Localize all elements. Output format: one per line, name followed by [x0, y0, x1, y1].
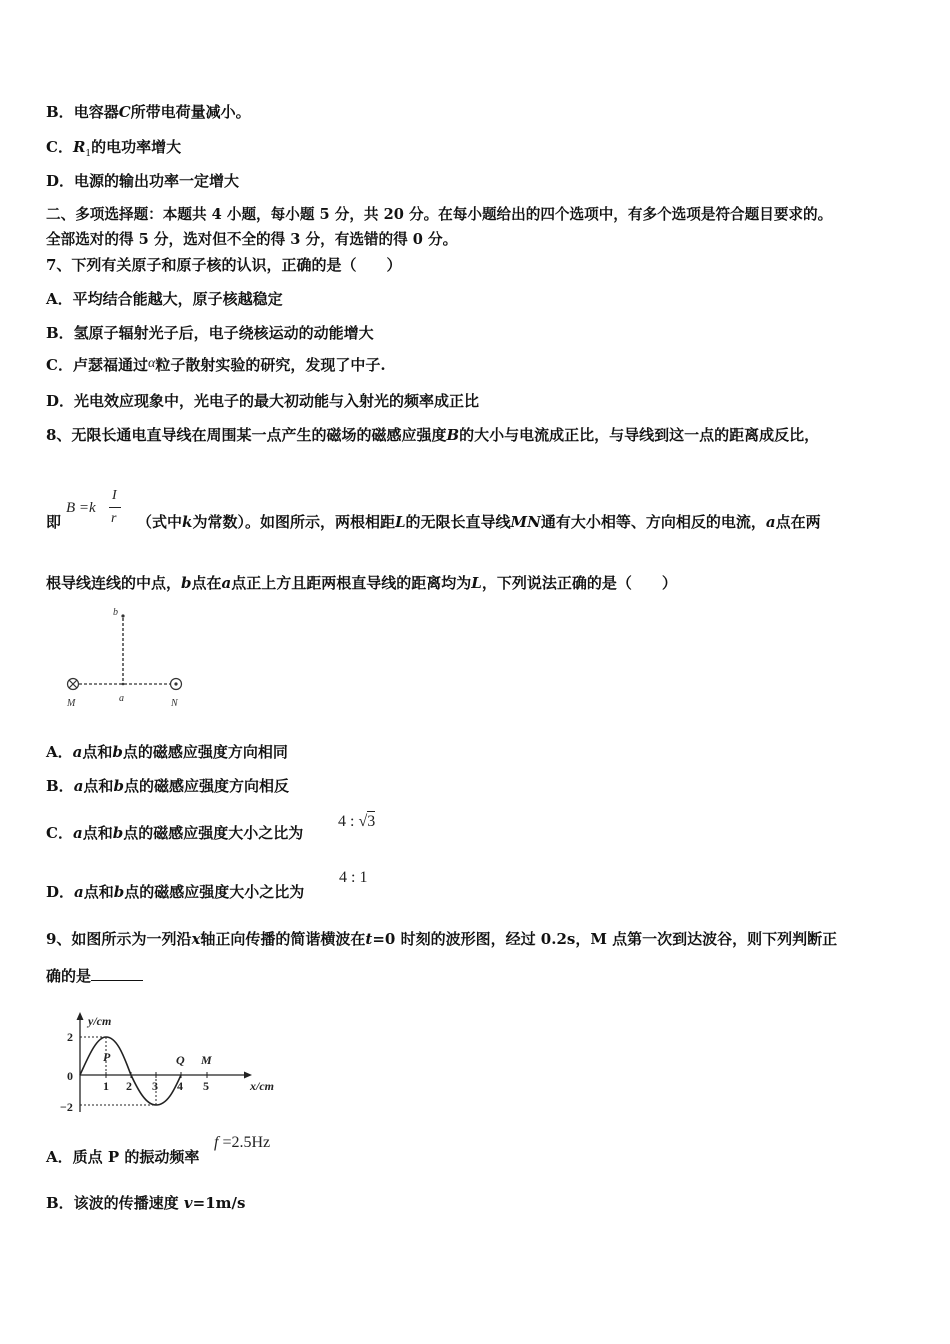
label-q: Q [176, 1053, 185, 1067]
q9-option-a: A．质点 P 的振动频率 [46, 1148, 200, 1166]
label-p: P [103, 1050, 111, 1064]
q8-option-d-ratio: 4 : 1 [339, 869, 368, 886]
q8-option-c: C．a点和b点的磁感应强度大小之比为 [46, 824, 304, 842]
q7-option-b: B．氢原子辐射光子后，电子绕核运动的动能增大 [46, 324, 374, 342]
q6-option-b: B．电容器C所带电荷量减小。 [46, 103, 251, 121]
q8-option-c-ratio: 4 : √3 [338, 813, 376, 830]
y-axis-arrow-icon [77, 1012, 84, 1020]
alpha-symbol: α [147, 356, 156, 371]
x-axis-label: x/cm [250, 1079, 274, 1093]
label-a: a [119, 693, 124, 704]
q9-option-a-formula: f =2.5Hz [214, 1134, 271, 1151]
q9-stem-line1: 9、如图所示为一列沿x轴正向传播的简谐横波在t=0 时刻的波形图，经过 0.2s，M 点第一次到达波谷，则下列判断正 [46, 930, 838, 948]
q8-option-b: B．a点和b点的磁感应强度方向相反 [46, 777, 289, 795]
q7-option-a: A．平均结合能越大，原子核越稳定 [46, 290, 283, 308]
q7-stem: 7、下列有关原子和原子核的认识，正确的是（ ） [46, 256, 402, 274]
wave-curve [80, 1037, 181, 1105]
y-axis-label: y/cm [88, 1014, 112, 1028]
x-tick-5: 5 [203, 1079, 209, 1093]
q8-option-d: D．a点和b点的磁感应强度大小之比为 [46, 883, 305, 901]
fraction-bar [109, 507, 121, 508]
q8-formula: B =k I r [66, 488, 126, 532]
q6-option-d: D．电源的输出功率一定增大 [46, 172, 240, 190]
q6-option-c: C．$R_1$的电功率增大 [46, 138, 182, 159]
section2-line1: 二、多项选择题：本题共 4 小题，每小题 5 分，共 20 分。在每小题给出的四个选项中，有多个选项是符合题目要求的。 [46, 206, 833, 223]
label-m: M [201, 1053, 212, 1067]
q7-option-d: D．光电效应现象中，光电子的最大初动能与入射光的频率成正比 [46, 392, 480, 410]
label-m: M [67, 698, 76, 709]
answer-blank [91, 966, 143, 981]
point-b [121, 614, 124, 617]
point-a [122, 683, 125, 686]
q8-wires-figure [60, 602, 200, 714]
q8-stem-line1: 8、无限长通电直导线在周围某一点产生的磁场的磁感应强度B的大小与电流成正比，与导线到这一点的距离成反比， [46, 426, 820, 444]
q8-stem-line3: 根导线连线的中点，b点在a点正上方且距两根直导线的距离均为L，下列说法正确的是（ ） [46, 574, 677, 592]
q8-option-a: A．a点和b点的磁感应强度方向相同 [46, 743, 288, 761]
x-tick-2: 2 [126, 1079, 132, 1093]
x-tick-3: 3 [152, 1079, 158, 1093]
y-tick-neg2: −2 [60, 1100, 73, 1114]
x-tick-1: 1 [103, 1079, 109, 1093]
q9-option-b: B．该波的传播速度 v=1m/s [46, 1194, 246, 1212]
section2-line2: 全部选对的得 5 分，选对但不全的得 3 分，有选错的得 0 分。 [46, 231, 458, 248]
y-tick-2: 2 [67, 1030, 73, 1044]
sqrt-symbol: √ [358, 813, 368, 830]
x-axis-arrow-icon [244, 1072, 252, 1079]
y-tick-0: 0 [67, 1069, 73, 1083]
x-tick-4: 4 [177, 1079, 183, 1093]
label-n: N [171, 698, 178, 709]
label-b: b [113, 607, 118, 618]
q8-stem-line2: 即 （式中k为常数）。如图所示，两根相距L的无限长直导线MN通有大小相等、方向相反的电流，a点在两 [46, 513, 821, 531]
q9-wave-figure [60, 1010, 290, 1118]
q9-stem-line2: 确的是 [46, 966, 143, 986]
q7-option-c: C．卢瑟福通过α粒子散射实验的研究，发现了中子. [46, 356, 386, 374]
